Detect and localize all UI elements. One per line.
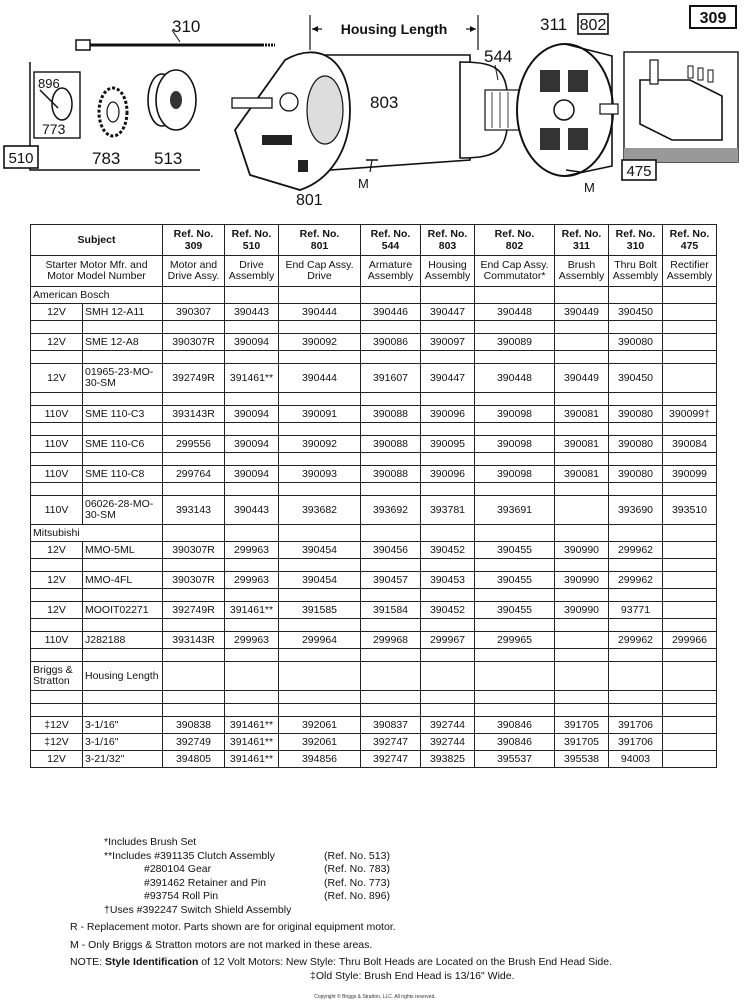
table-row (31, 496, 717, 525)
label-802: 802 (579, 17, 607, 34)
cell-802: 390098 (475, 406, 555, 423)
header-802: Ref. No. 802 (475, 225, 555, 256)
cell-voltage: ‡12V (31, 717, 83, 734)
cell-802: 395537 (475, 751, 555, 768)
cell-801: 392061 (279, 734, 361, 751)
cell-801: 394856 (279, 751, 361, 768)
commutator-end-cap-drawing (517, 44, 618, 176)
spacer-row (31, 691, 717, 704)
cell-510: 299963 (225, 542, 279, 559)
cell-802: 390846 (475, 717, 555, 734)
cell-voltage: 12V (31, 304, 83, 321)
note-old-style: ‡Old Style: Brush End Head is 13/16" Wide. (310, 969, 515, 982)
cell-475: 299966 (663, 632, 717, 649)
cell-voltage: 12V (31, 572, 83, 589)
cell-309: 390307R (163, 542, 225, 559)
subheader-310: Thru Bolt Assembly (609, 256, 663, 287)
cell-544: 390086 (361, 334, 421, 351)
cell-model: 01965-23-MO-30-SM (83, 364, 163, 393)
cell-311: 390081 (555, 406, 609, 423)
cell-510: 391461** (225, 734, 279, 751)
cell-310: 390080 (609, 466, 663, 483)
subheader-803: Housing Assembly (421, 256, 475, 287)
cell-510: 390443 (225, 496, 279, 525)
cell-475: 390099† (663, 406, 717, 423)
cell-model: 06026-28-MO-30-SM (83, 496, 163, 525)
cell-475: 390099 (663, 466, 717, 483)
cell-803: 299967 (421, 632, 475, 649)
label-773: 773 (42, 121, 66, 137)
table-header-row (31, 225, 717, 256)
note-roll-pin: #93754 Roll Pin (Ref. No. 896) (144, 890, 390, 902)
cell-475 (663, 572, 717, 589)
spacer-row (31, 589, 717, 602)
armature-drawing (460, 62, 521, 158)
cell-311: 391705 (555, 717, 609, 734)
table-row (31, 572, 717, 589)
cell-801: 391585 (279, 602, 361, 619)
cell-510: 391461** (225, 364, 279, 393)
cell-311: 390081 (555, 436, 609, 453)
spacer-row (31, 423, 717, 436)
group-label: American Bosch (31, 287, 163, 304)
cell-475: 393510 (663, 496, 717, 525)
subheader-309: Motor and Drive Assy. (163, 256, 225, 287)
cell-475 (663, 751, 717, 768)
cell-544: 390837 (361, 717, 421, 734)
label-783: 783 (92, 149, 121, 168)
spacer-row (31, 393, 717, 406)
cell-801: 390093 (279, 466, 361, 483)
cell-309: 392749R (163, 364, 225, 393)
footnotes (70, 836, 730, 983)
cell-311: 391705 (555, 734, 609, 751)
page-ref: 309 (699, 10, 727, 27)
table-row (31, 304, 717, 321)
cell-model: SME 110-C6 (83, 436, 163, 453)
cell-309: 390307 (163, 304, 225, 321)
cell-310: 94003 (609, 751, 663, 768)
cell-801: 390444 (279, 304, 361, 321)
header-475: Ref. No. 475 (663, 225, 717, 256)
cell-803: 392744 (421, 717, 475, 734)
cell-510: 391461** (225, 717, 279, 734)
cell-802: 390846 (475, 734, 555, 751)
cell-544: 390457 (361, 572, 421, 589)
spacer-row (31, 649, 717, 662)
rectifier-drawing (624, 52, 738, 162)
spacer-row (31, 559, 717, 572)
cell-310: 390080 (609, 436, 663, 453)
cell-801: 299964 (279, 632, 361, 649)
cell-544: 390088 (361, 466, 421, 483)
cell-801: 390444 (279, 364, 361, 393)
note-style-id: NOTE: Style Identification of 12 Volt Motors: New Style: Thru Bolt Heads are Located on the Brush End Head Side. (70, 956, 612, 968)
table-row (31, 542, 717, 559)
cell-801: 390454 (279, 572, 361, 589)
cell-voltage: 12V (31, 602, 83, 619)
cell-model: 3-1/16" (83, 734, 163, 751)
group-row-american-bosch (31, 287, 717, 304)
cell-544: 392747 (361, 734, 421, 751)
cell-model: 3-21/32" (83, 751, 163, 768)
cell-voltage: 110V (31, 466, 83, 483)
note-brush-set: *Includes Brush Set (104, 836, 197, 848)
cell-311: 395538 (555, 751, 609, 768)
cell-475 (663, 334, 717, 351)
label-544: 544 (484, 47, 513, 66)
cell-475 (663, 304, 717, 321)
table-row (31, 466, 717, 483)
label-310: 310 (172, 17, 201, 36)
cell-544: 393692 (361, 496, 421, 525)
cell-310: 299962 (609, 572, 663, 589)
table-row (31, 734, 717, 751)
cell-309: 299556 (163, 436, 225, 453)
cell-802: 390448 (475, 304, 555, 321)
cell-475 (663, 734, 717, 751)
cell-311: 390990 (555, 602, 609, 619)
cell-801: 390091 (279, 406, 361, 423)
cell-309: 390307R (163, 572, 225, 589)
motor-housing-drawing (232, 52, 470, 190)
cell-802: 393691 (475, 496, 555, 525)
cell-311: 390990 (555, 542, 609, 559)
cell-311 (555, 334, 609, 351)
cell-544: 391607 (361, 364, 421, 393)
cell-802: 390098 (475, 436, 555, 453)
cell-803: 390452 (421, 602, 475, 619)
note-clutch: **Includes #391135 Clutch Assembly (Ref. No. 513) (104, 849, 390, 862)
note-gear: #280104 Gear (Ref. No. 783) (144, 863, 390, 875)
gear-drawing (99, 88, 127, 136)
cell-510: 299963 (225, 572, 279, 589)
spacer-row (31, 351, 717, 364)
cell-475 (663, 717, 717, 734)
cell-544: 390088 (361, 406, 421, 423)
cell-309: 390838 (163, 717, 225, 734)
cell-803: 390447 (421, 364, 475, 393)
cell-311: 390081 (555, 466, 609, 483)
cell-310: 390450 (609, 364, 663, 393)
cell-544: 390446 (361, 304, 421, 321)
cell-803: 393825 (421, 751, 475, 768)
subheader-311: Brush Assembly (555, 256, 609, 287)
note-replacement: R - Replacement motor. Parts shown are for original equipment motor. (70, 921, 396, 933)
label-311: 311 (540, 15, 568, 34)
cell-309: 393143 (163, 496, 225, 525)
label-513: 513 (154, 149, 183, 168)
cell-802: 299965 (475, 632, 555, 649)
cell-544: 392747 (361, 751, 421, 768)
cell-model: SME 110-C3 (83, 406, 163, 423)
cell-311: 390449 (555, 304, 609, 321)
exploded-parts-diagram (0, 0, 750, 210)
cell-310: 391706 (609, 734, 663, 751)
cell-voltage: 12V (31, 364, 83, 393)
cell-802: 390455 (475, 602, 555, 619)
cell-310: 390450 (609, 304, 663, 321)
parts-table (30, 224, 717, 768)
subheader-544: Armature Assembly (361, 256, 421, 287)
cell-802: 390455 (475, 572, 555, 589)
table-row (31, 436, 717, 453)
label-475: 475 (626, 163, 652, 180)
cell-803: 393781 (421, 496, 475, 525)
cell-310: 390080 (609, 334, 663, 351)
header-510: Ref. No. 510 (225, 225, 279, 256)
cell-310: 390080 (609, 406, 663, 423)
note-retainer: #391462 Retainer and Pin (Ref. No. 773) (144, 876, 390, 889)
header-803: Ref. No. 803 (421, 225, 475, 256)
cell-801: 393682 (279, 496, 361, 525)
label-896: 896 (38, 76, 60, 91)
clutch-drawing (148, 70, 196, 130)
subheader-subject: Starter Motor Mfr. and Motor Model Number (31, 256, 163, 287)
table-row (31, 406, 717, 423)
cell-803: 390097 (421, 334, 475, 351)
cell-voltage: 12V (31, 751, 83, 768)
spacer-row (31, 483, 717, 496)
cell-309: 393143R (163, 632, 225, 649)
cell-510: 390094 (225, 334, 279, 351)
cell-voltage: ‡12V (31, 734, 83, 751)
subheader-510: Drive Assembly (225, 256, 279, 287)
cell-model: 3-1/16" (83, 717, 163, 734)
cell-model: MOOIT02271 (83, 602, 163, 619)
cell-544: 299968 (361, 632, 421, 649)
cell-801: 390092 (279, 334, 361, 351)
header-309: Ref. No. 309 (163, 225, 225, 256)
cell-310: 299962 (609, 632, 663, 649)
table-subheader-row (31, 256, 717, 287)
table-row (31, 602, 717, 619)
cell-475: 390084 (663, 436, 717, 453)
note-switch-shield: †Uses #392247 Switch Shield Assembly (104, 903, 292, 916)
group-row-briggs (31, 662, 717, 691)
cell-803: 390452 (421, 542, 475, 559)
table-row (31, 364, 717, 393)
cell-803: 392744 (421, 734, 475, 751)
table-row (31, 632, 717, 649)
cell-510: 391461** (225, 602, 279, 619)
cell-309: 393143R (163, 406, 225, 423)
spacer-row (31, 619, 717, 632)
subheader-801: End Cap Assy. Drive (279, 256, 361, 287)
cell-model: MMO-5ML (83, 542, 163, 559)
cell-803: 390447 (421, 304, 475, 321)
header-801: Ref. No. 801 (279, 225, 361, 256)
cell-544: 390456 (361, 542, 421, 559)
cell-model: SME 12-A8 (83, 334, 163, 351)
cell-510: 299963 (225, 632, 279, 649)
group-row-mitsubishi (31, 525, 717, 542)
cell-311 (555, 632, 609, 649)
header-544: Ref. No. 544 (361, 225, 421, 256)
cell-802: 390448 (475, 364, 555, 393)
cell-311: 390449 (555, 364, 609, 393)
cell-510: 390094 (225, 436, 279, 453)
label-housing-length: Housing Length (340, 21, 448, 37)
spacer-row (31, 321, 717, 334)
cell-801: 392061 (279, 717, 361, 734)
cell-311 (555, 496, 609, 525)
cell-475 (663, 364, 717, 393)
table-row (31, 717, 717, 734)
copyright: Copyright © Briggs & Stratton, LLC. All rights reserved. (314, 994, 436, 1000)
cell-309: 390307R (163, 334, 225, 351)
cell-510: 390094 (225, 406, 279, 423)
cell-803: 390096 (421, 406, 475, 423)
cell-510: 390094 (225, 466, 279, 483)
label-801: 801 (296, 192, 323, 209)
table-row (31, 751, 717, 768)
cell-310: 393690 (609, 496, 663, 525)
cell-803: 390095 (421, 436, 475, 453)
table-row (31, 334, 717, 351)
cell-model: J282188 (83, 632, 163, 649)
cell-309: 299764 (163, 466, 225, 483)
label-803: 803 (370, 93, 399, 112)
cell-802: 390089 (475, 334, 555, 351)
header-310: Ref. No. 310 (609, 225, 663, 256)
spacer-row (31, 704, 717, 717)
subheader-475: Rectifier Assembly (663, 256, 717, 287)
cell-voltage: 110V (31, 632, 83, 649)
cell-802: 390455 (475, 542, 555, 559)
cell-309: 392749 (163, 734, 225, 751)
label-m2: M (584, 180, 595, 195)
cell-311: 390990 (555, 572, 609, 589)
cell-309: 392749R (163, 602, 225, 619)
cell-475 (663, 602, 717, 619)
cell-803: 390453 (421, 572, 475, 589)
cell-544: 391584 (361, 602, 421, 619)
header-subject: Subject (31, 225, 163, 256)
note-marking: M - Only Briggs & Stratton motors are not marked in these areas. (70, 938, 373, 951)
label-510: 510 (8, 150, 34, 167)
cell-544: 390088 (361, 436, 421, 453)
cell-801: 390454 (279, 542, 361, 559)
cell-voltage: 12V (31, 542, 83, 559)
cell-310: 299962 (609, 542, 663, 559)
header-311: Ref. No. 311 (555, 225, 609, 256)
cell-voltage: 110V (31, 406, 83, 423)
subheader-802: End Cap Assy. Commutator* (475, 256, 555, 287)
spacer-row (31, 453, 717, 466)
cell-475 (663, 542, 717, 559)
cell-voltage: 12V (31, 334, 83, 351)
cell-801: 390092 (279, 436, 361, 453)
group-label: Mitsubishi (31, 525, 163, 542)
cell-model: MMO-4FL (83, 572, 163, 589)
group-label-briggs: Briggs & Stratton (31, 662, 83, 691)
group-label-housing-length: Housing Length (83, 662, 163, 691)
cell-510: 391461** (225, 751, 279, 768)
cell-510: 390443 (225, 304, 279, 321)
cell-voltage: 110V (31, 496, 83, 525)
cell-310: 93771 (609, 602, 663, 619)
cell-803: 390096 (421, 466, 475, 483)
cell-310: 391706 (609, 717, 663, 734)
cell-voltage: 110V (31, 436, 83, 453)
label-m1: M (358, 176, 369, 191)
cell-model: SME 110-C8 (83, 466, 163, 483)
cell-model: SMH 12-A11 (83, 304, 163, 321)
cell-309: 394805 (163, 751, 225, 768)
cell-802: 390098 (475, 466, 555, 483)
